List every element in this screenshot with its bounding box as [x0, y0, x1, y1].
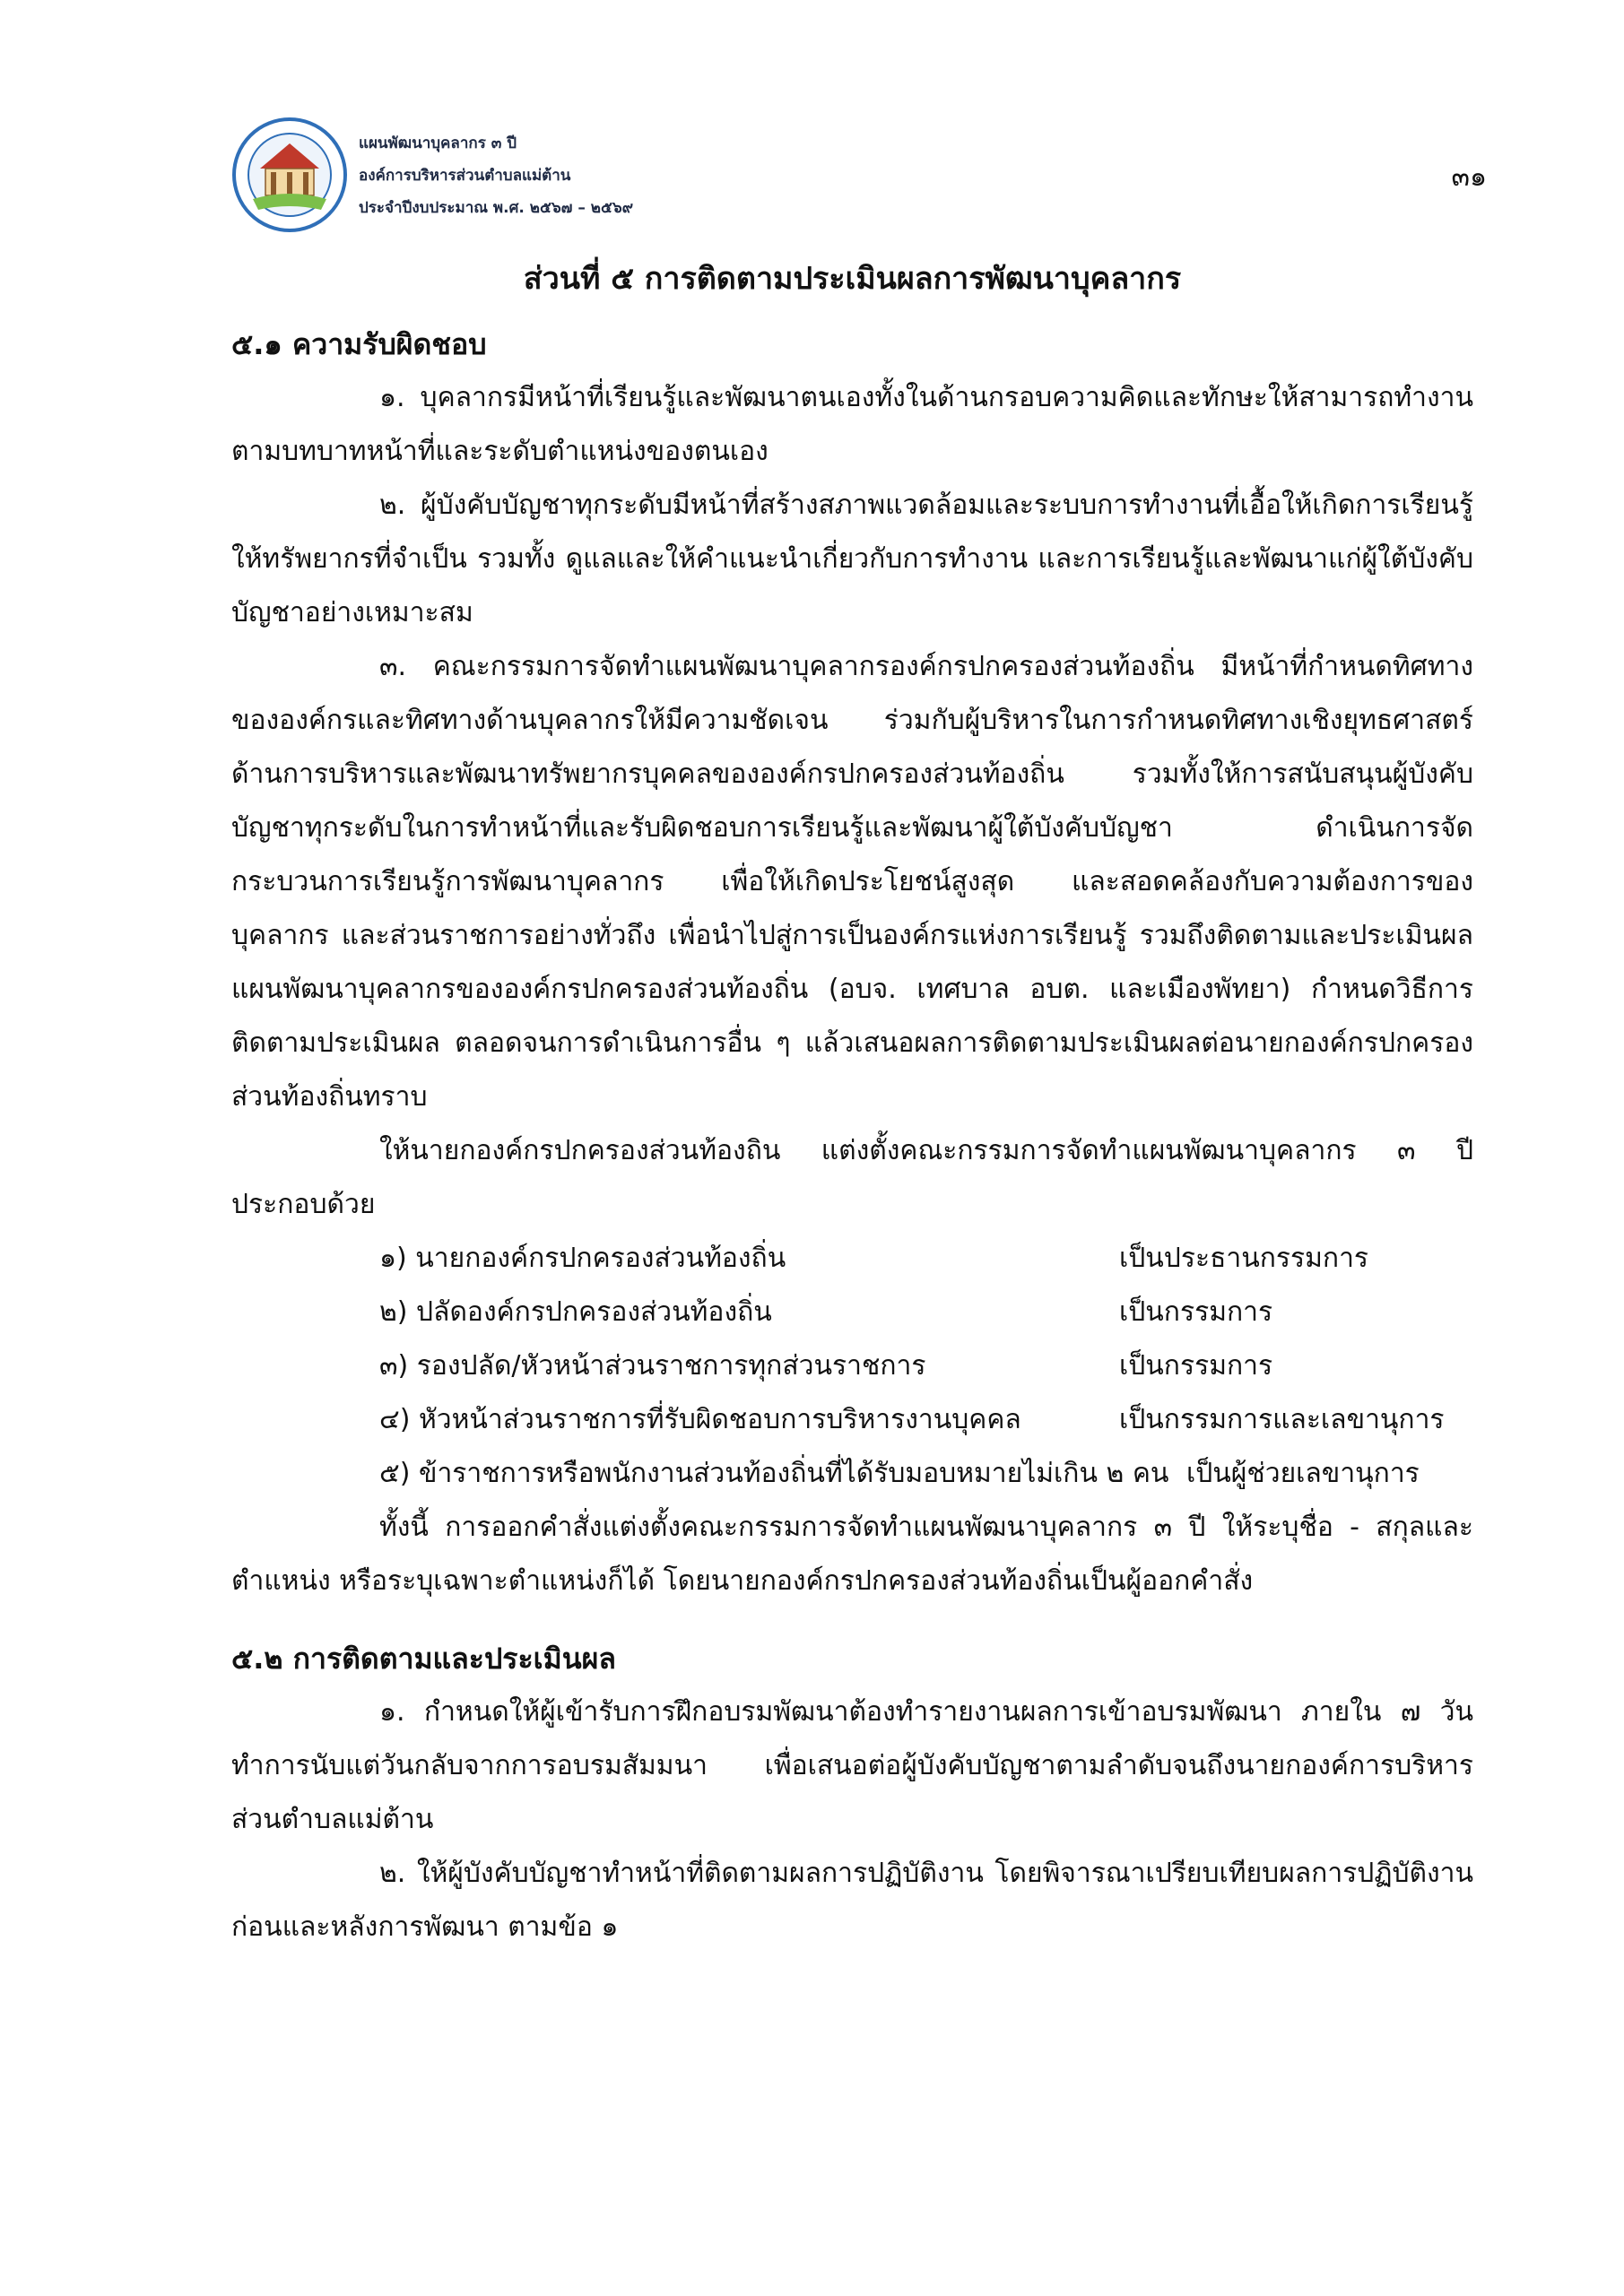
section-heading-responsibility: ๕.๑ ความรับผิดชอบ — [231, 327, 487, 361]
member-position: ๓) รองปลัด/หัวหน้าส่วนราชการทุกส่วนราชการ — [379, 1350, 926, 1382]
header-fiscal-year: ประจำปีงบประมาณ พ.ศ. ๒๕๖๗ – ๒๕๖๙ — [359, 199, 634, 217]
paragraph: ๑. กำหนดให้ผู้เข้ารับการฝึกอบรมพัฒนาต้องทำรายงานผลการเข้าอบรมพัฒนา ภายใน ๗ วันทำการนับแต่วันกลับจากการอบรมสัมมนา เพื่อเสนอต่อผู้บังคับบัญชาตามลำดับจนถึงนายกองค์การบริหารส่วนตำบลแม่ต้าน — [231, 1696, 1473, 1835]
paragraph: ให้นายกองค์กรปกครองส่วนท้องถิน แต่งตั้งคณะกรรมการจัดทำแผนพัฒนาบุคลากร ๓ ปี ประกอบด้วย — [231, 1135, 1473, 1220]
member-role: เป็นผู้ช่วยเลขานุการ — [1186, 1458, 1420, 1489]
header-org-name: องค์การบริหารส่วนตำบลแม่ต้าน — [359, 167, 571, 185]
section-heading-monitoring: ๕.๒ การติดตามและประเมินผล — [231, 1642, 616, 1676]
member-role: เป็นกรรมการและเลขานุการ — [1119, 1404, 1445, 1435]
page-number: ๓๑ — [1451, 161, 1487, 193]
paragraph: ๑. บุคลากรมีหน้าที่เรียนรู้และพัฒนาตนเองทั้งในด้านกรอบความคิดและทักษะให้สามารถทำงานตามบทบาทหน้าที่และระดับตำแหน่งของตนเอง — [231, 382, 1473, 467]
paragraph: ๒. ผู้บังคับบัญชาทุกระดับมีหน้าที่สร้างสภาพแวดล้อมและระบบการทำงานที่เอื้อให้เกิดการเรียนรู้ให้ทรัพยากรที่จำเป็น รวมทั้ง ดูแลและให้คำแนะนำเกี่ยวกับการทำงาน และการเรียนรู้และพัฒนาแก่ผู้ใต้บังคับบัญชาอย่างเหมาะสม — [231, 490, 1473, 628]
org-seal-icon — [231, 117, 348, 233]
member-position: ๕) ข้าราชการหรือพนักงานส่วนท้องถิ่นที่ได้รับมอบหมายไม่เกิน ๒ คน — [379, 1458, 1169, 1489]
member-role: เป็นกรรมการ — [1119, 1350, 1273, 1382]
committee-member — [231, 1393, 1473, 1447]
page-header — [231, 117, 1487, 233]
document-body — [231, 247, 1473, 1954]
committee-member — [231, 1339, 1473, 1393]
committee-member-list — [231, 1232, 1473, 1501]
document-title: ส่วนที่ ๕ การติดตามประเมินผลการพัฒนาบุคลากร — [523, 261, 1182, 297]
committee-member — [231, 1286, 1473, 1339]
header-text-block — [359, 127, 633, 224]
member-position: ๔) หัวหน้าส่วนราชการที่รับผิดชอบการบริหารงานบุคคล — [379, 1404, 1021, 1435]
member-role: เป็นประธานกรรมการ — [1119, 1243, 1369, 1274]
member-position: ๑) นายกองค์กรปกครองส่วนท้องถิ่น — [379, 1243, 786, 1274]
committee-member — [231, 1232, 1473, 1286]
member-position: ๒) ปลัดองค์กรปกครองส่วนท้องถิ่น — [379, 1296, 772, 1328]
header-plan-title: แผนพัฒนาบุคลากร ๓ ปี — [359, 134, 517, 152]
paragraph: ทั้งนี้ การออกคำสั่งแต่งตั้งคณะกรรมการจัดทำแผนพัฒนาบุคลากร ๓ ปี ให้ระบุชื่อ - สกุลและตำแหน่ง หรือระบุเฉพาะตำแหน่งก็ได้ โดยนายกองค์กรปกครองส่วนท้องถิ่นเป็นผู้ออกคำสั่ง — [231, 1512, 1473, 1597]
paragraph: ๓. คณะกรรมการจัดทำแผนพัฒนาบุคลากรองค์กรปกครองส่วนท้องถิ่น มีหน้าที่กำหนดทิศทางขององค์กรและทิศทางด้านบุคลากรให้มีความชัดเจน ร่วมกับผู้บริหารในการกำหนดทิศทางเชิงยุทธศาสตร์ด้านการบริหารและพัฒนาทรัพยากรบุคคลขององค์กรปกครองส่วนท้องถิ่น รวมทั้งให้การสนับสนุนผู้บังคับบัญชาทุกระดับในการทำหน้าที่และรับผิดชอบการเรียนรู้และพัฒนาผู้ใต้บังคับบัญชา ดำเนินการจัดกระบวนการเรียนรู้การพัฒนาบุคลากร เพื่อให้เกิดประโยชน์สูงสุด และสอดคล้องกับความต้องการของบุคลากร และส่วนราชการอย่างทั่วถึง เพื่อนำไปสู่การเป็นองค์กรแห่งการเรียนรู้ รวมถึงติดตามและประเมินผลแผนพัฒนาบุคลากรขององค์กรปกครองส่วนท้องถิ่น (อบจ. เทศบาล อบต. และเมืองพัทยา) กำหนดวิธีการติดตามประเมินผล ตลอดจนการดำเนินการอื่น ๆ แล้วเสนอผลการติดตามประเมินผลต่อนายกองค์กรปกครองส่วนท้องถิ่นทราบ — [231, 651, 1473, 1113]
member-role: เป็นกรรมการ — [1119, 1296, 1273, 1328]
committee-member — [231, 1447, 1473, 1501]
paragraph: ๒. ให้ผู้บังคับบัญชาทำหน้าที่ติดตามผลการปฏิบัติงาน โดยพิจารณาเปรียบเทียบผลการปฏิบัติงานก่อนและหลังการพัฒนา ตามข้อ ๑ — [231, 1858, 1473, 1943]
